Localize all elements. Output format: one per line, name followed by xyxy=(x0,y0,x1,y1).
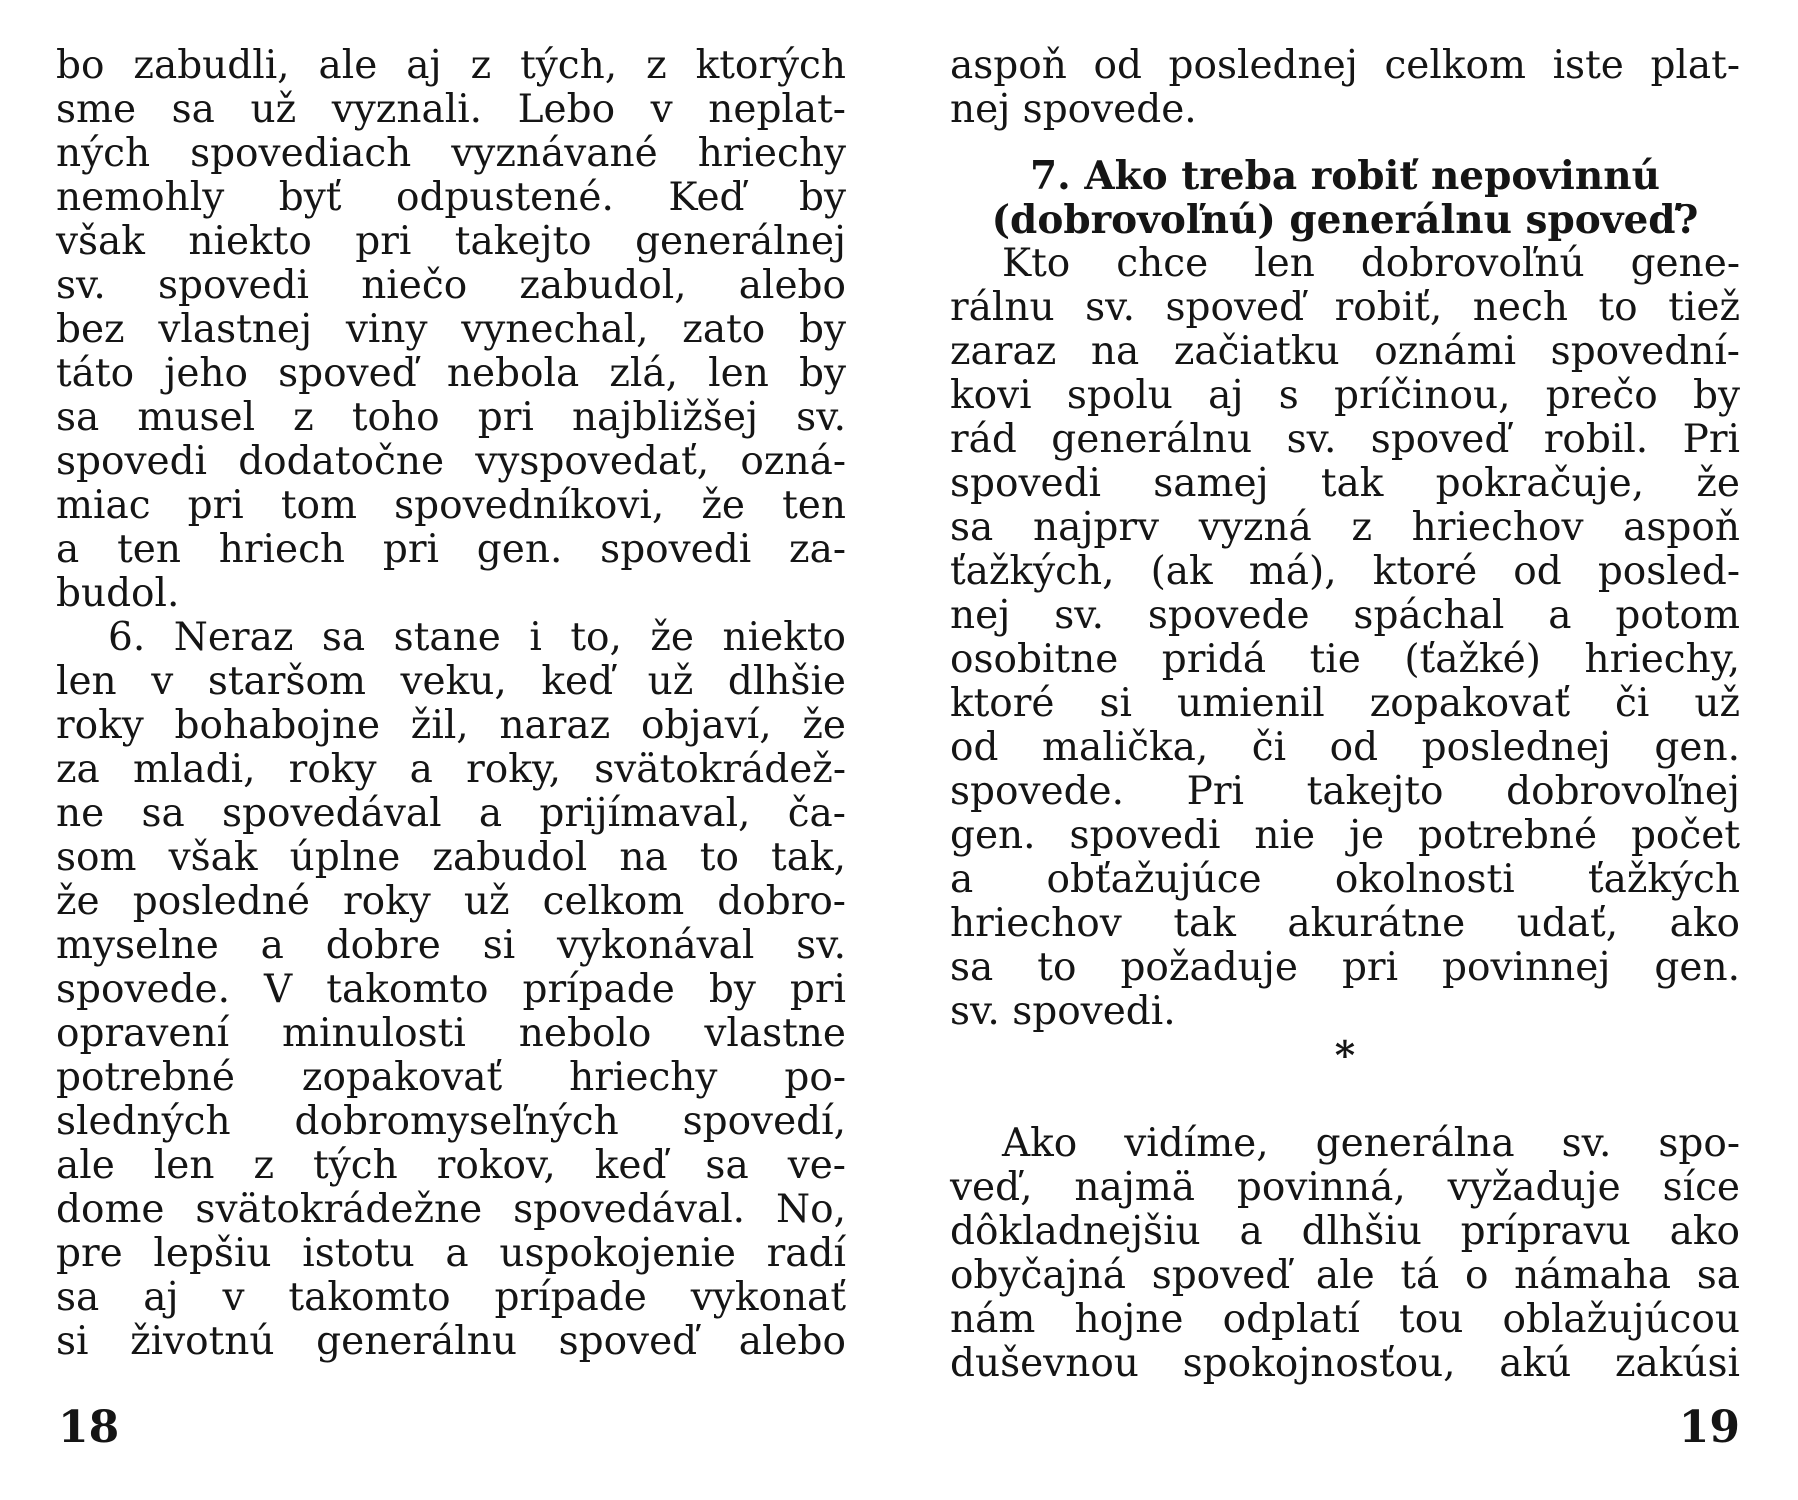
text-line: ných spovediach vyznávané hriechy xyxy=(56,131,846,176)
text-line: kovi spolu aj s príčinou, prečo by xyxy=(950,373,1740,418)
text-line: dome svätokrádežne spovedával. No, xyxy=(56,1187,846,1232)
section-heading: 7. Ako treba robiť nepovinnú xyxy=(1030,153,1660,199)
text-line: spovedi dodatočne vyspovedať, ozná- xyxy=(56,439,846,484)
text-line: od malička, či od poslednej gen. xyxy=(950,725,1740,770)
text-line: nemohly byť odpustené. Keď by xyxy=(56,175,846,220)
text-line: táto jeho spoveď nebola zlá, len by xyxy=(56,351,846,396)
text-line: ne sa spovedával a prijímaval, ča- xyxy=(56,791,846,836)
text-line: dôkladnejšiu a dlhšiu prípravu ako xyxy=(950,1209,1740,1254)
text-line: veď, najmä povinná, vyžaduje síce xyxy=(950,1165,1740,1210)
text-line: zaraz na začiatku oznámi spovední- xyxy=(950,329,1740,374)
text-line: opravení minulosti nebolo vlastne xyxy=(56,1011,846,1056)
text-line: sledných dobromyseľných spovedí, xyxy=(56,1099,846,1144)
page-number: 18 xyxy=(58,1402,120,1453)
text-line: Kto chce len dobrovoľnú gene- xyxy=(1002,241,1740,286)
text-line: nej sv. spovede spáchal a potom xyxy=(950,593,1740,638)
left-text-column xyxy=(56,44,846,1364)
text-line: gen. spovedi nie je potrebné počet xyxy=(950,813,1740,858)
text-line: sa to požaduje pri povinnej gen. xyxy=(950,945,1740,990)
text-line: ťažkých, (ak má), ktoré od posled- xyxy=(950,549,1740,594)
text-line: rád generálnu sv. spoveď robil. Pri xyxy=(950,417,1740,462)
text-line: sv. spovedi. xyxy=(950,989,1176,1034)
text-line: bo zabudli, ale aj z tých, z ktorých xyxy=(56,43,846,88)
text-line: roky bohabojne žil, naraz objaví, že xyxy=(56,703,846,748)
text-line: som však úplne zabudol na to tak, xyxy=(56,835,846,880)
text-line: len v staršom veku, keď už dlhšie xyxy=(56,659,846,704)
text-line: sa aj v takomto prípade vykonať xyxy=(56,1275,846,1320)
text-line: sv. spovedi niečo zabudol, alebo xyxy=(56,263,846,308)
right-text-column xyxy=(950,44,1740,1386)
text-line: však niekto pri takejto generálnej xyxy=(56,219,846,264)
text-line: potrebné zopakovať hriechy po- xyxy=(56,1055,846,1100)
text-line: miac pri tom spovedníkovi, že ten xyxy=(56,483,846,528)
text-line: ale len z tých rokov, keď sa ve- xyxy=(56,1143,846,1188)
text-line: ktoré si umienil zopakovať či už xyxy=(950,681,1740,726)
text-line: si životnú generálnu spoveď alebo xyxy=(56,1319,846,1364)
text-line: sme sa už vyznali. Lebo v neplat- xyxy=(56,87,846,132)
text-line: sa najprv vyzná z hriechov aspoň xyxy=(950,505,1740,550)
spacer xyxy=(950,1078,1740,1122)
text-line: rálnu sv. spoveď robiť, nech to tiež xyxy=(950,285,1740,330)
text-line: spovede. V takomto prípade by pri xyxy=(56,967,846,1012)
text-line: že posledné roky už celkom dobro- xyxy=(56,879,846,924)
text-line: budol. xyxy=(56,571,180,616)
text-line: obyčajná spoveď ale tá o námaha sa xyxy=(950,1253,1740,1298)
text-line: osobitne pridá tie (ťažké) hriechy, xyxy=(950,637,1740,682)
text-line: nám hojne odplatí tou oblažujúcou xyxy=(950,1297,1740,1342)
text-line: a ten hriech pri gen. spovedi za- xyxy=(56,527,846,572)
page-right xyxy=(899,0,1798,1500)
text-line: aspoň od poslednej celkom iste plat- xyxy=(950,43,1740,88)
text-line: Ako vidíme, generálna sv. spo- xyxy=(1002,1121,1740,1166)
text-line: bez vlastnej viny vynechal, zato by xyxy=(56,307,846,352)
text-line: duševnou spokojnosťou, akú zakúsi xyxy=(950,1341,1740,1386)
text-line: pre lepšiu istotu a uspokojenie radí xyxy=(56,1231,846,1276)
separator-asterisk: * xyxy=(1334,1033,1356,1079)
text-line: spovede. Pri takejto dobrovoľnej xyxy=(950,769,1740,814)
section-heading: (dobrovoľnú) generálnu spoveď? xyxy=(991,197,1699,243)
text-line: hriechov tak akurátne udať, ako xyxy=(950,901,1740,946)
page-number: 19 xyxy=(1678,1402,1740,1453)
spacer xyxy=(950,132,1740,154)
text-line: za mladi, roky a roky, svätokrádež- xyxy=(56,747,846,792)
text-line: myselne a dobre si vykonával sv. xyxy=(56,923,846,968)
text-line: sa musel z toho pri najbližšej sv. xyxy=(56,395,846,440)
text-line: spovedi samej tak pokračuje, že xyxy=(950,461,1740,506)
text-line: a obťažujúce okolnosti ťažkých xyxy=(950,857,1740,902)
text-line: nej spovede. xyxy=(950,87,1197,132)
text-line: 6. Neraz sa stane i to, že niekto xyxy=(108,615,846,660)
